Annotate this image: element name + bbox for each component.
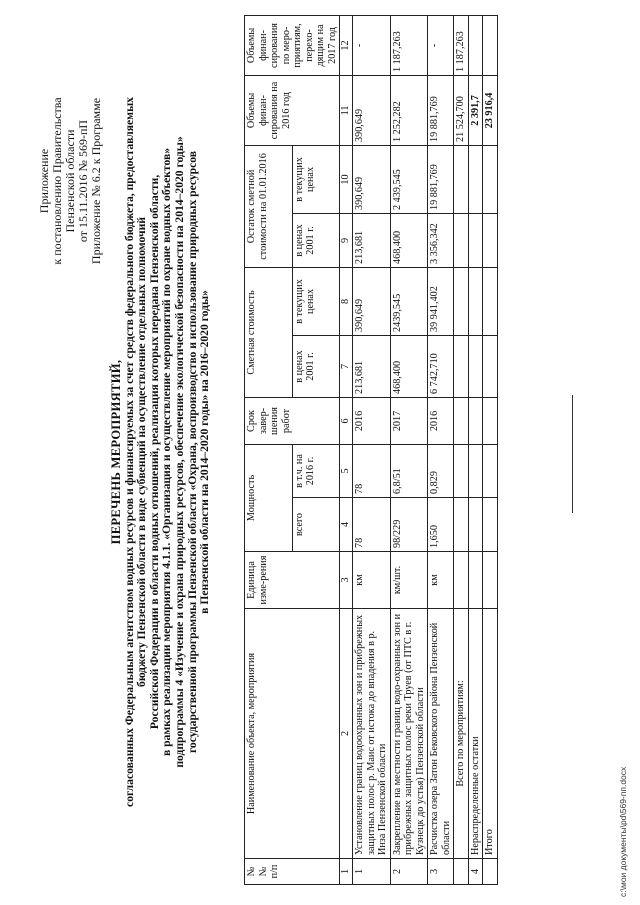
header-capacity: Мощность — [245, 444, 293, 551]
row-remainder-current: 390,649 — [353, 145, 391, 213]
column-number: 9 — [340, 213, 353, 267]
document-title: ПЕРЕЧЕНЬ МЕРОПРИЯТИЙ, — [109, 359, 123, 545]
grand-total-funding-2016: 23 916,4 — [483, 75, 498, 145]
row-estimate-2001: 468,400 — [390, 335, 428, 397]
column-number: 1 — [340, 859, 353, 885]
row-estimate-current: 2439,545 — [390, 267, 428, 335]
column-number: 10 — [340, 145, 353, 213]
row-remainder-2001: 213,681 — [353, 213, 391, 267]
grand-total-label: Итого — [483, 609, 498, 859]
events-table-wrapper — [244, 16, 498, 885]
header-remainder-2001: в ценах 2001 г. — [292, 213, 340, 267]
appendix-line: Приложение — [37, 148, 51, 214]
unallocated-row — [468, 15, 483, 884]
row-funding-2016: 19 881,769 — [428, 75, 454, 145]
appendix-block — [38, 66, 103, 296]
total-events-row — [454, 15, 469, 884]
appendix-line: от 15.11.2016 № 569-пП — [76, 119, 90, 243]
row-funding-2017: - — [428, 15, 454, 75]
heading-line: согласованных Федеральным агентством водных ресурсов и финансируемых за счет средств федерального бюджета, предоставляемых — [122, 97, 136, 807]
column-number: 3 — [340, 552, 353, 609]
row-name: Установление границ водоохранных зон и прибрежных защитных полос р. Маис от истока до впадения в р. Инза Пензенской области — [353, 609, 391, 859]
row-num: 3 — [428, 859, 454, 885]
heading-line: в рамках реализации мероприятия 4.1.1. «Организация и осуществление мероприятий по охране водных объектов» — [160, 147, 174, 757]
column-number: 5 — [340, 444, 353, 497]
column-number: 11 — [340, 75, 353, 145]
row-funding-2017: 1 187,263 — [390, 15, 428, 75]
row-name: Закрепление на местности границ водо-охранных зон и прибрежных защитных полос реки Труев (от ПТС в г. Кузнецк до устья) Пензенской области — [390, 609, 428, 859]
grand-total-row — [483, 15, 498, 884]
header-estimate: Сметная стоимость — [245, 267, 293, 397]
header-remainder: Остаток сметной стоимости на 01.01.2016 — [245, 145, 293, 267]
separator-line — [572, 395, 573, 513]
unallocated-funding-2016: 2 391,7 — [468, 75, 483, 145]
row-unit: км — [353, 552, 391, 609]
table-header-row — [245, 15, 293, 884]
heading-line: бюджету Пензенской области в виде субвенций на осуществление отдельных полномочий — [135, 217, 149, 687]
document-heading — [110, 39, 212, 865]
column-number: 6 — [340, 397, 353, 444]
unallocated-num: 4 — [468, 859, 483, 885]
heading-line: подпрограммы 4 «Изучение и охрана природных ресурсов, обеспечение экологической безопасности на 2014–2020 годы» — [172, 136, 186, 768]
header-funding-2017: Объемы финан-сирования по меро-приятиям, перехо-дящим на 2017 год — [245, 15, 340, 75]
row-capacity-total: 78 — [353, 498, 391, 552]
row-deadline: 2017 — [390, 397, 428, 444]
file-path-footer: c:\мои документы\pd\569-пп.docx — [618, 766, 628, 897]
header-unit: Единица изме-рения — [245, 552, 340, 609]
header-name: Наименование объекта, мероприятия — [245, 609, 340, 859]
header-estimate-current: в текущих ценах — [292, 267, 340, 335]
row-estimate-2001: 6 742,710 — [428, 335, 454, 397]
row-unit: км/шт. — [390, 552, 428, 609]
header-deadline: Срок завер-шения работ — [245, 397, 340, 444]
heading-line: государственной программы Пензенской области «Охрана, воспроизводство и использование природных ресурсов — [185, 150, 199, 754]
table-row — [428, 15, 454, 884]
row-funding-2017: - — [353, 15, 391, 75]
header-num: № № п/п — [245, 859, 340, 885]
table-row — [353, 15, 391, 884]
column-number: 7 — [340, 335, 353, 397]
column-number: 8 — [340, 267, 353, 335]
events-table — [244, 15, 498, 885]
column-number: 12 — [340, 15, 353, 75]
row-funding-2016: 390,649 — [353, 75, 391, 145]
row-remainder-current: 2 439,545 — [390, 145, 428, 213]
unallocated-label: Нераспределенные остатки — [468, 609, 483, 859]
header-capacity-total: всего — [292, 498, 340, 552]
column-number: 2 — [340, 609, 353, 859]
total-events-label: Всего по мероприятиям: — [454, 609, 469, 859]
row-unit: км — [428, 552, 454, 609]
heading-line: Российской Федерации в области водных отношений, реализация которых передана Пензенской области, — [147, 174, 161, 730]
row-capacity-2016: 0,829 — [428, 444, 454, 497]
row-remainder-current: 19 881,769 — [428, 145, 454, 213]
column-number-row — [340, 15, 353, 884]
row-capacity-total: 1,650 — [428, 498, 454, 552]
row-capacity-2016: 78 — [353, 444, 391, 497]
row-name: Расчистка озера Затон Бековского района Пензенской области — [428, 609, 454, 859]
heading-line: в Пензенской области на 2014–2020 годы» на 2016–2020 годы» — [198, 290, 212, 614]
column-number: 4 — [340, 498, 353, 552]
row-deadline: 2016 — [353, 397, 391, 444]
row-deadline: 2016 — [428, 397, 454, 444]
total-events-funding-2017: 1 187,263 — [454, 15, 469, 75]
row-num: 2 — [390, 859, 428, 885]
appendix-line: Пензенской области — [63, 129, 77, 233]
appendix-line: Приложение № 6.2 к Программе — [89, 97, 103, 265]
table-row — [390, 15, 428, 884]
header-estimate-2001: в ценах 2001 г. — [292, 335, 340, 397]
header-capacity-2016: в т.ч. на 2016 г. — [292, 444, 340, 497]
row-estimate-2001: 213,681 — [353, 335, 391, 397]
row-num: 1 — [353, 859, 391, 885]
header-remainder-current: в текущих ценах — [292, 145, 340, 213]
total-events-funding-2016: 21 524,700 — [454, 75, 469, 145]
row-remainder-2001: 3 356,342 — [428, 213, 454, 267]
row-estimate-current: 39 941,402 — [428, 267, 454, 335]
header-funding-2016: Объемы финан-сирования на 2016 год — [245, 75, 340, 145]
row-funding-2016: 1 252,282 — [390, 75, 428, 145]
row-remainder-2001: 468,400 — [390, 213, 428, 267]
appendix-line: к постановлению Правительства — [50, 97, 64, 265]
row-estimate-current: 390,649 — [353, 267, 391, 335]
row-capacity-total: 98/229 — [390, 498, 428, 552]
row-capacity-2016: 6,8/51 — [390, 444, 428, 497]
